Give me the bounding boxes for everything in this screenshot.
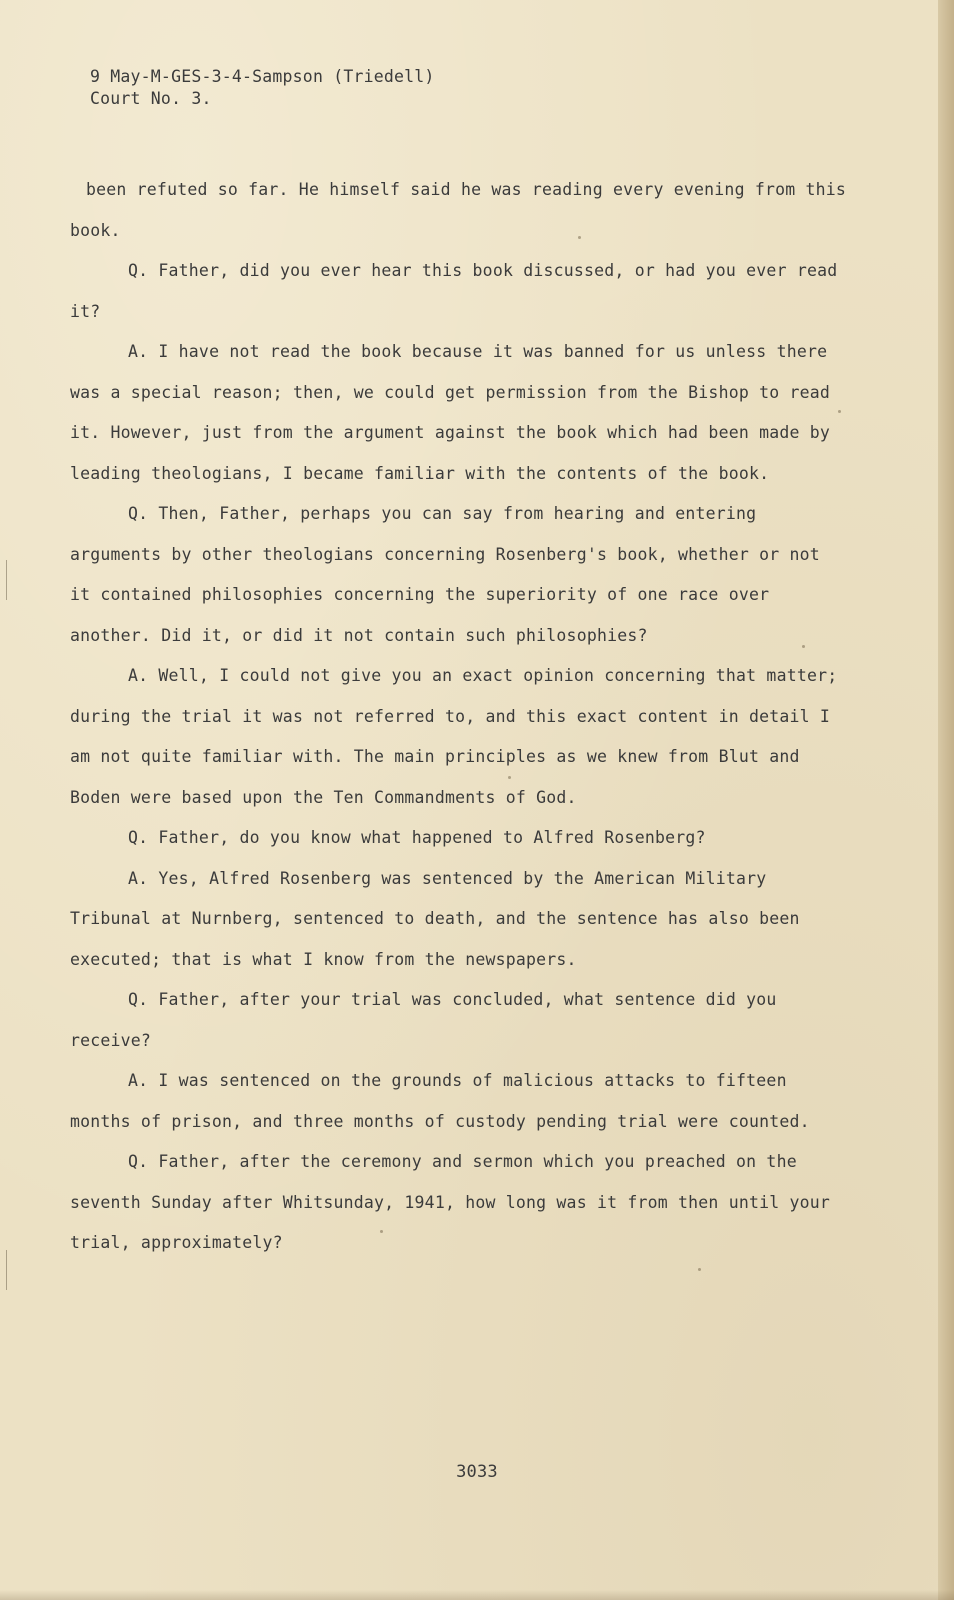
- transcript-body: [70, 170, 850, 1264]
- transcript-paragraph: Q. Then, Father, perhaps you can say from hearing and entering arguments by other theologians concerning Rosenberg's book, whether or not it contained philosophies concerning the superiority of one race over another. Did it, or did it not contain such philosophies?: [70, 504, 820, 645]
- page-edge: [938, 0, 954, 1600]
- transcript-paragraph: Q. Father, after the ceremony and sermon which you preached on the seventh Sunday after Whitsunday, 1941, how long was it from then until your trial, approximately?: [70, 1152, 831, 1252]
- header-court-line: Court No. 3.: [90, 89, 212, 108]
- transcript-paragraph: A. Well, I could not give you an exact opinion concerning that matter; during the trial it was not referred to, and this exact content in detail I am not quite familiar with. The main principles as we knew from Blut and Boden were based upon the Ten Commandments of God.: [70, 666, 838, 807]
- transcript-paragraph: been refuted so far. He himself said he was reading every evening from this book.: [70, 180, 847, 240]
- transcript-paragraph: Q. Father, do you know what happened to Alfred Rosenberg?: [128, 828, 706, 847]
- transcript-paragraph: A. Yes, Alfred Rosenberg was sentenced by the American Military Tribunal at Nurnberg, sentenced to death, and the sentence has also been executed; that is what I know from the newspapers.: [70, 868, 800, 969]
- transcript-paragraph: A. I have not read the book because it was banned for us unless there was a special reason; then, we could get permission from the Bishop to read it. However, just from the argument against the book which had been made by leading theologians, I became familiar with the contents of the book.: [70, 342, 831, 483]
- page-bottom-shadow: [0, 1590, 954, 1600]
- page-number: 3033: [456, 1462, 498, 1482]
- binding-mark: [0, 1250, 7, 1290]
- document-header: [90, 66, 435, 110]
- transcript-paragraph: A. I was sentenced on the grounds of malicious attacks to fifteen months of prison, and three months of custody pending trial were counted.: [70, 1071, 810, 1131]
- binding-mark: [0, 560, 7, 600]
- header-case-line: 9 May-M-GES-3-4-Sampson (Triedell): [90, 67, 435, 86]
- transcript-paragraph: Q. Father, did you ever hear this book discussed, or had you ever read it?: [70, 261, 838, 321]
- paper-speck: [698, 1268, 701, 1271]
- transcript-paragraph: Q. Father, after your trial was concluded, what sentence did you receive?: [70, 990, 777, 1050]
